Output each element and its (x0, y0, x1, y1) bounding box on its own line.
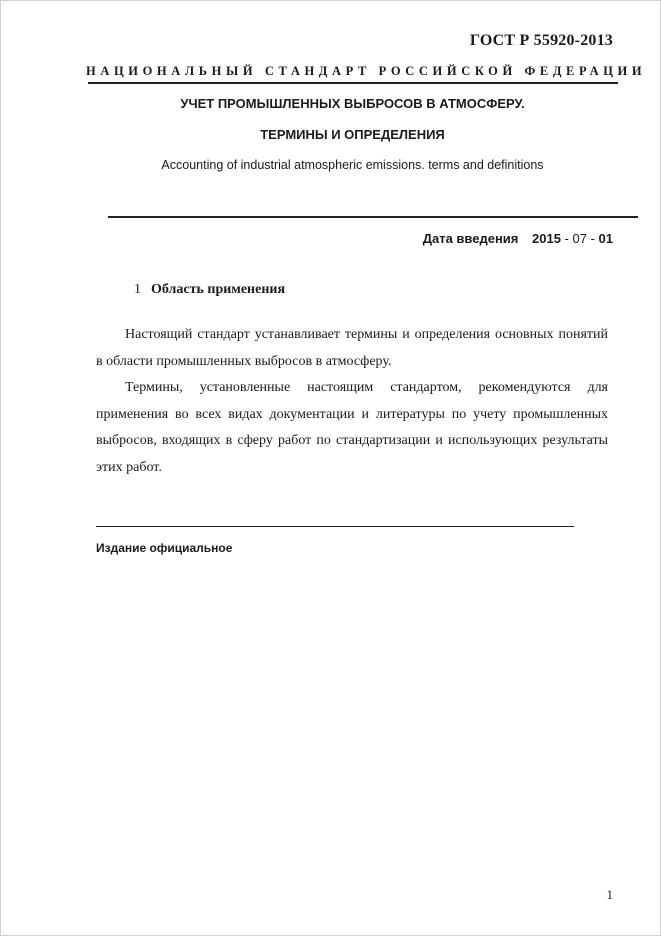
intro-date-day: 01 (598, 231, 613, 246)
intro-date-label: Дата введения (422, 231, 519, 246)
standard-title-line-1: УЧЕТ ПРОМЫШЛЕННЫХ ВЫБРОСОВ В АТМОСФЕРУ. (180, 96, 525, 111)
introduction-date (423, 231, 613, 246)
header-rule (88, 82, 618, 84)
intro-date-month: 07 (572, 231, 587, 246)
english-title: Accounting of industrial atmospheric emissions. terms and definitions (161, 158, 544, 172)
date-separator: - (586, 231, 599, 246)
intro-date-year: 2015 (532, 231, 561, 246)
document-number: ГОСТ Р 55920-2013 (469, 32, 613, 49)
scope-paragraph-1: Настоящий стандарт устанавливает термины и определения основных понятий в области промышленных выбросов в атмосферу. (96, 327, 608, 369)
page-number: 1 (606, 887, 613, 902)
section-heading (134, 282, 285, 298)
date-separator: - (564, 231, 573, 246)
footer-rule (96, 526, 574, 527)
official-edition-label: Издание официальное (96, 541, 233, 555)
national-standard-title: НАЦИОНАЛЬНЫЙ СТАНДАРТ РОССИЙСКОЙ ФЕДЕРАЦИИ (86, 64, 647, 78)
title-rule (108, 216, 638, 218)
section-number: 1 (134, 282, 141, 297)
standard-title-line-2: ТЕРМИНЫ И ОПРЕДЕЛЕНИЯ (260, 127, 445, 142)
section-title: Область применения (151, 282, 286, 297)
scope-paragraph-2: Термины, установленные настоящим стандартом, рекомендуются для применения во всех видах документации и литературы по учету промышленных выбросов, входящих в сферу работ по стандартизации и использующих результаты этих работ. (96, 380, 608, 475)
